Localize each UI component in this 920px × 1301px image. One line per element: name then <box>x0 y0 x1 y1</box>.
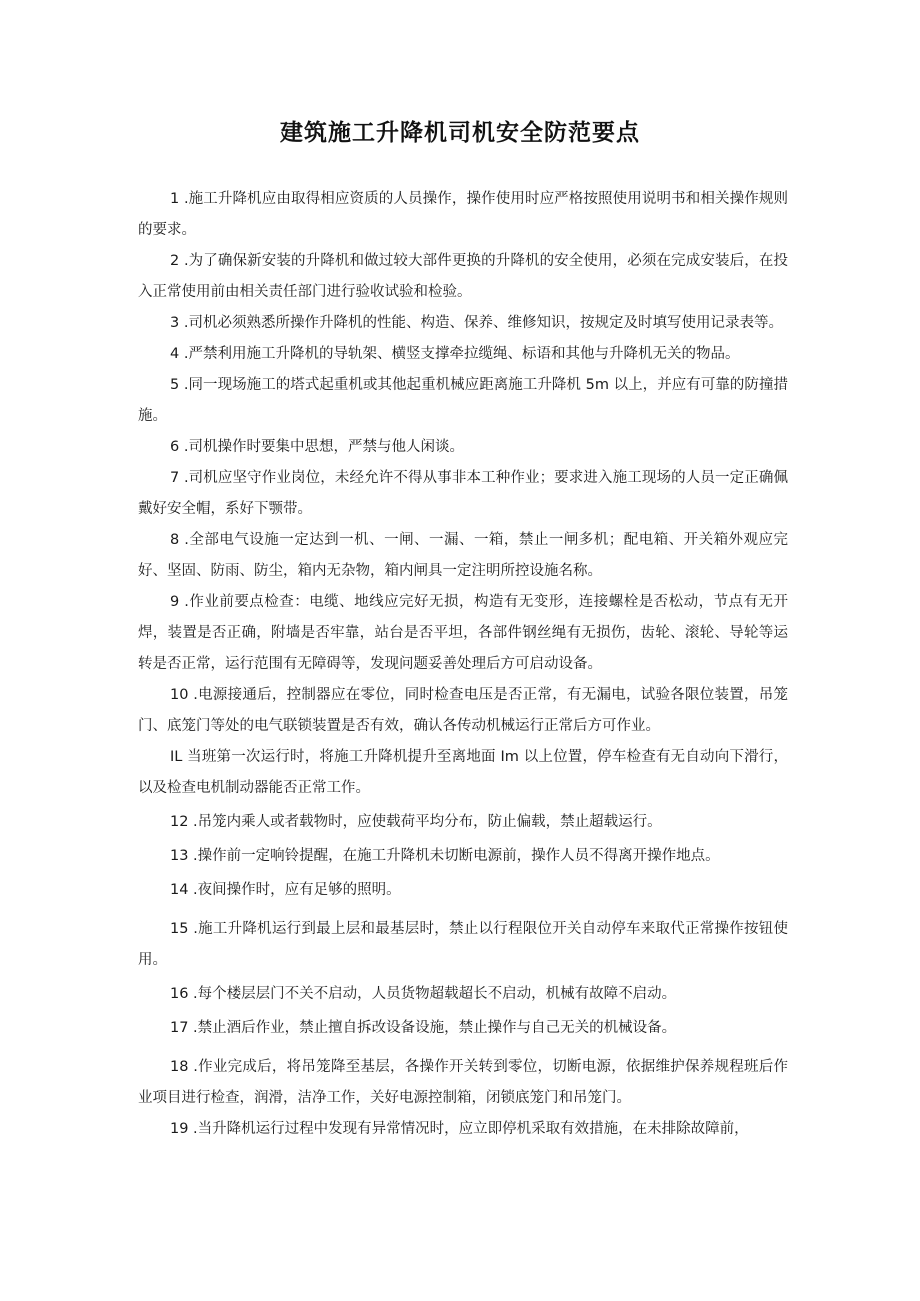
list-item: 9 .作业前要点检查：电缆、地线应完好无损，构造有无变形，连接螺栓是否松动，节点有无开焊，装置是否正确，附墙是否牢靠，站台是否平坦，各部件钢丝绳有无损伤，齿轮、滚轮、导轮等运转是否正常，运行范围有无障碍等，发现问题妥善处理后方可启动设备。 <box>138 594 788 672</box>
list-item: 1 .施工升降机应由取得相应资质的人员操作，操作使用时应严格按照使用说明书和相关操作规则的要求。 <box>138 191 788 238</box>
safety-items-list <box>138 184 788 1145</box>
list-item: 3 .司机必须熟悉所操作升降机的性能、构造、保养、维修知识，按规定及时填写使用记录表等。 <box>170 315 783 331</box>
list-item: 10 .电源接通后，控制器应在零位，同时检查电压是否正常，有无漏电，试验各限位装置，吊笼门、底笼门等处的电气联锁装置是否有效，确认各传动机械运行正常后方可作业。 <box>138 687 788 734</box>
document-title: 建筑施工升降机司机安全防范要点 <box>280 120 640 146</box>
list-item: 13 .操作前一定响铃提醒，在施工升降机未切断电源前，操作人员不得离开操作地点。 <box>170 848 720 864</box>
list-item: IL 当班第一次运行时，将施工升降机提升至离地面 Im 以上位置，停车检查有无自动向下滑行，以及检查电机制动器能否正常工作。 <box>138 749 788 796</box>
list-item: 8 .全部电气设施一定达到一机、一闸、一漏、一箱，禁止一闸多机；配电箱、开关箱外观应完好、坚固、防雨、防尘，箱内无杂物，箱内闸具一定注明所控设施名称。 <box>138 532 788 579</box>
list-item: 12 .吊笼内乘人或者载物时，应使载荷平均分布，防止偏载，禁止超载运行。 <box>170 814 662 830</box>
list-item: 5 .同一现场施工的塔式起重机或其他起重机械应距离施工升降机 5m 以上，并应有可靠的防撞措施。 <box>138 377 788 424</box>
list-item: 2 .为了确保新安装的升降机和做过较大部件更换的升降机的安全使用，必须在完成安装后，在投入正常使用前由相关责任部门进行验收试验和检验。 <box>138 253 788 300</box>
list-item: 14 .夜间操作时，应有足够的照明。 <box>170 882 401 898</box>
list-item: 4 .严禁利用施工升降机的导轨架、横竖支撑牵拉缆绳、标语和其他与升降机无关的物品。 <box>170 346 740 362</box>
list-item: 18 .作业完成后，将吊笼降至基层，各操作开关转到零位，切断电源，依据维护保养规程班后作业项目进行检查，润滑，洁净工作，关好电源控制箱，闭锁底笼门和吊笼门。 <box>138 1059 788 1106</box>
list-item: 16 .每个楼层层门不关不启动，人员货物超载超长不启动，机械有故障不启动。 <box>170 986 677 1002</box>
list-item: 15 .施工升降机运行到最上层和最基层时，禁止以行程限位开关自动停车来取代正常操作按钮使用。 <box>138 921 788 968</box>
list-item: 19 .当升降机运行过程中发现有异常情况时，应立即停机采取有效措施，在未排除故障前， <box>170 1121 749 1137</box>
list-item: 6 .司机操作时要集中思想，严禁与他人闲谈。 <box>170 439 464 455</box>
list-item: 7 .司机应坚守作业岗位，未经允许不得从事非本工种作业；要求进入施工现场的人员一定正确佩戴好安全帽，系好下颚带。 <box>138 470 788 517</box>
list-item: 17 .禁止酒后作业，禁止擅自拆改设备设施，禁止操作与自己无关的机械设备。 <box>170 1020 677 1036</box>
